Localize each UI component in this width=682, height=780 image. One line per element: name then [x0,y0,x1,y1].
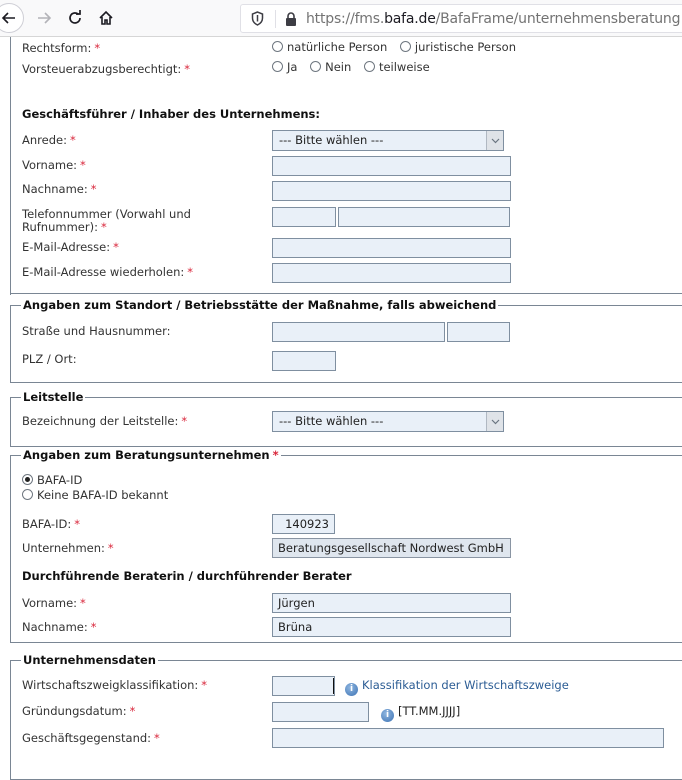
text-cursor [333,678,334,694]
unternehmensdaten-legend: Unternehmensdaten [23,653,156,667]
telefon-label: Telefonnummer (Vorwahl und Rufnummer): * [22,207,191,234]
berater-heading: Durchführende Beraterin / durchführender Berater [22,569,352,583]
radio-juristische-person[interactable]: juristische Person [400,40,516,54]
wz-input[interactable] [272,676,335,696]
unternehmen-label: Unternehmen: * [22,541,114,555]
radio-natuerliche-person[interactable]: natürliche Person [272,40,387,54]
gruendung-label: Gründungsdatum: * [22,704,136,718]
reload-button[interactable] [61,4,89,32]
url-bar[interactable] [240,4,682,33]
leitstelle-label: Bezeichnung der Leitstelle: * [22,414,188,428]
bafa-id-label: BAFA-ID: * [22,517,80,531]
radio-button[interactable] [364,61,375,72]
radio-button[interactable] [400,41,411,52]
form-content [0,37,682,762]
wz-label: Wirtschaftszweigklassifikation: * [22,678,208,692]
berater-nachname-input[interactable]: Brüna [272,617,511,637]
gruendung-input[interactable] [272,702,369,722]
fieldset-border-left [10,37,11,295]
rechtsform-radio-group [272,40,525,54]
back-button[interactable] [0,3,24,33]
gruendung-hint: i [TT.MM.JJJJ] [381,704,460,722]
vorsteuer-radio-group [272,60,439,74]
telefon-vorwahl-input[interactable] [272,207,336,227]
anrede-selected-value: --- Bitte wählen --- [279,133,384,147]
email-repeat-label: E-Mail-Adresse wiederholen: * [22,265,193,279]
bafa-id-input[interactable]: 140923 [272,514,335,534]
leitstelle-selected-value: --- Bitte wählen --- [279,414,384,428]
radio-button[interactable] [272,41,283,52]
fieldset-border-bottom [10,293,682,294]
url-separator [275,10,276,28]
email-repeat-input[interactable] [272,263,511,283]
radio-button-checked[interactable] [22,474,33,485]
email-input[interactable] [272,238,511,258]
shield-icon[interactable] [249,11,265,27]
rechtsform-label: Rechtsform: * [22,41,101,55]
standort-legend: Angaben zum Standort / Betriebsstätte der Maßnahme, falls abweichend [23,298,497,312]
home-button[interactable] [92,4,120,32]
reload-icon [67,10,83,26]
lock-icon[interactable] [284,11,298,27]
anrede-label: Anrede: * [22,133,76,147]
berater-vorname-label: Vorname: * [22,596,86,610]
telefon-nummer-input[interactable] [338,207,510,227]
email-label: E-Mail-Adresse: * [22,240,119,254]
browser-toolbar [0,0,682,37]
radio-button[interactable] [310,61,321,72]
standort-fieldset [10,298,682,383]
beratung-legend: Angaben zum Beratungsunternehmen * [23,448,279,462]
home-icon [98,10,114,26]
wz-info-link[interactable]: i Klassifikation der Wirtschaftszweige [345,678,569,696]
radio-teilweise[interactable]: teilweise [364,60,430,74]
info-icon[interactable]: i [345,683,358,696]
radio-ja[interactable]: Ja [272,60,297,74]
info-icon[interactable]: i [381,709,394,722]
vorsteuer-label: Vorsteuerabzugsberechtigt: * [22,62,191,76]
gf-nachname-label: Nachname: * [22,182,97,196]
radio-nein[interactable]: Nein [310,60,351,74]
berater-nachname-label: Nachname: * [22,620,97,634]
radio-bafa-id[interactable]: BAFA-ID [22,473,82,487]
gf-vorname-label: Vorname: * [22,158,86,172]
unternehmen-input[interactable]: Beratungsgesellschaft Nordwest GmbH [272,538,511,558]
radio-keine-bafa-id[interactable]: Keine BAFA-ID bekannt [22,488,168,502]
gegenstand-label: Geschäftsgegenstand: * [22,731,160,745]
anrede-select[interactable] [272,130,504,151]
strasse-input[interactable] [272,322,445,342]
gegenstand-input[interactable] [272,728,664,748]
arrow-left-icon [1,10,17,26]
url-text[interactable]: https://fms.bafa.de/BafaFrame/unternehmensberatung [306,10,681,27]
radio-button[interactable] [272,61,283,72]
chevron-down-icon[interactable] [486,412,503,431]
arrow-right-icon [36,10,52,26]
leitstelle-legend: Leitstelle [23,390,84,404]
hausnummer-input[interactable] [447,322,510,342]
gf-vorname-input[interactable] [272,156,511,176]
gf-nachname-input[interactable] [272,181,511,201]
radio-button[interactable] [22,489,33,500]
berater-vorname-input[interactable]: Jürgen [272,593,511,613]
geschaeftsfuehrer-heading: Geschäftsführer / Inhaber des Unternehmens: [22,107,321,121]
chevron-down-icon[interactable] [486,131,503,150]
leitstelle-select[interactable] [272,411,504,432]
forward-button[interactable] [30,4,58,32]
strasse-label: Straße und Hausnummer: [22,324,171,338]
plz-label: PLZ / Ort: [22,352,77,366]
plz-input[interactable] [272,351,336,371]
